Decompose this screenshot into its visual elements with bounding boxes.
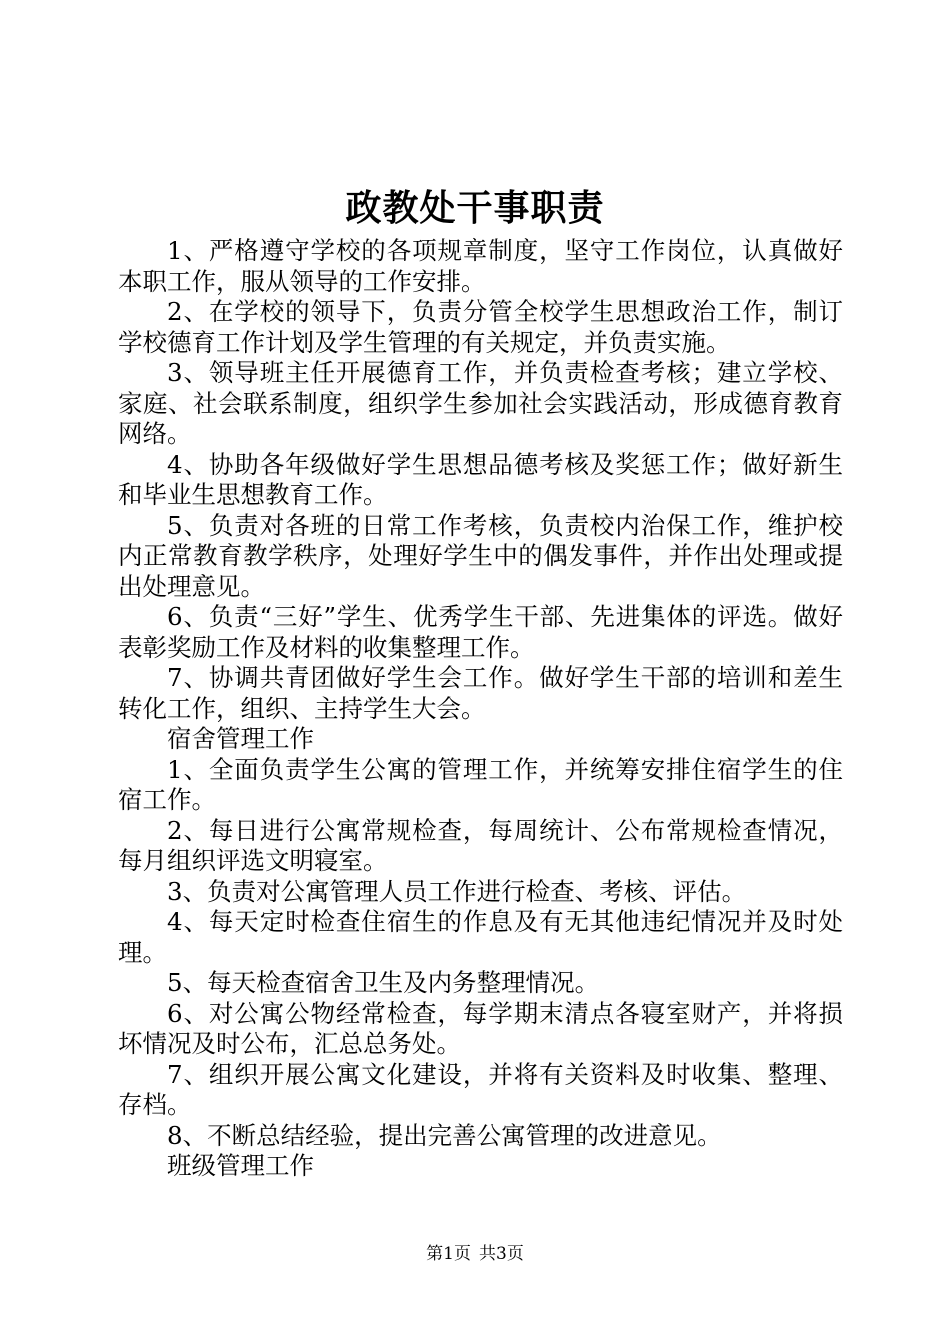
document-body xyxy=(118,236,843,1182)
paragraph: 4、每天定时检查住宿生的作息及有无其他违纪情况并及时处理。 xyxy=(118,907,843,967)
paragraph: 1、全面负责学生公寓的管理工作，并统筹安排住宿学生的住宿工作。 xyxy=(118,754,843,814)
paragraph: 2、在学校的领导下，负责分管全校学生思想政治工作，制订学校德育工作计划及学生管理的有关规定，并负责实施。 xyxy=(118,297,843,357)
page-footer xyxy=(0,1242,950,1266)
section-heading-dormitory: 宿舍管理工作 xyxy=(167,724,314,753)
paragraph: 8、不断总结经验，提出完善公寓管理的改进意见。 xyxy=(167,1120,722,1150)
paragraph: 5、负责对各班的日常工作考核，负责校内治保工作，维护校内正常教育教学秩序，处理好学生中的偶发事件，并作出处理或提出处理意见。 xyxy=(118,510,843,601)
paragraph: 7、协调共青团做好学生会工作。做好学生干部的培训和差生转化工作，组织、主持学生大会。 xyxy=(118,663,843,723)
paragraph: 7、组织开展公寓文化建设，并将有关资料及时收集、整理、存档。 xyxy=(118,1059,843,1119)
page-number: 第1页 xyxy=(426,1244,471,1264)
paragraph: 3、负责对公寓管理人员工作进行检查、考核、评估。 xyxy=(167,876,747,906)
paragraph: 3、领导班主任开展德育工作，并负责检查考核；建立学校、家庭、社会联系制度，组织学生参加社会实践活动，形成德育教育网络。 xyxy=(118,358,843,448)
paragraph: 6、对公寓公物经常检查，每学期末清点各寝室财产，并将损坏情况及时公布，汇总总务处。 xyxy=(118,998,843,1058)
paragraph: 6、负责“三好”学生、优秀学生干部、先进集体的评选。做好表彰奖励工作及材料的收集整理工作。 xyxy=(118,602,843,662)
paragraph: 5、每天检查宿舍卫生及内务整理情况。 xyxy=(167,968,600,997)
section-heading-class: 班级管理工作 xyxy=(167,1151,314,1180)
page-total: 共3页 xyxy=(479,1244,524,1264)
document-title: 政教处干事职责 xyxy=(345,187,605,229)
paragraph: 1、严格遵守学校的各项规章制度，坚守工作岗位，认真做好本职工作，服从领导的工作安排。 xyxy=(118,236,843,296)
paragraph: 2、每日进行公寓常规检查，每周统计、公布常规检查情况，每月组织评选文明寝室。 xyxy=(118,815,843,875)
paragraph: 4、协助各年级做好学生思想品德考核及奖惩工作；做好新生和毕业生思想教育工作。 xyxy=(118,449,843,509)
